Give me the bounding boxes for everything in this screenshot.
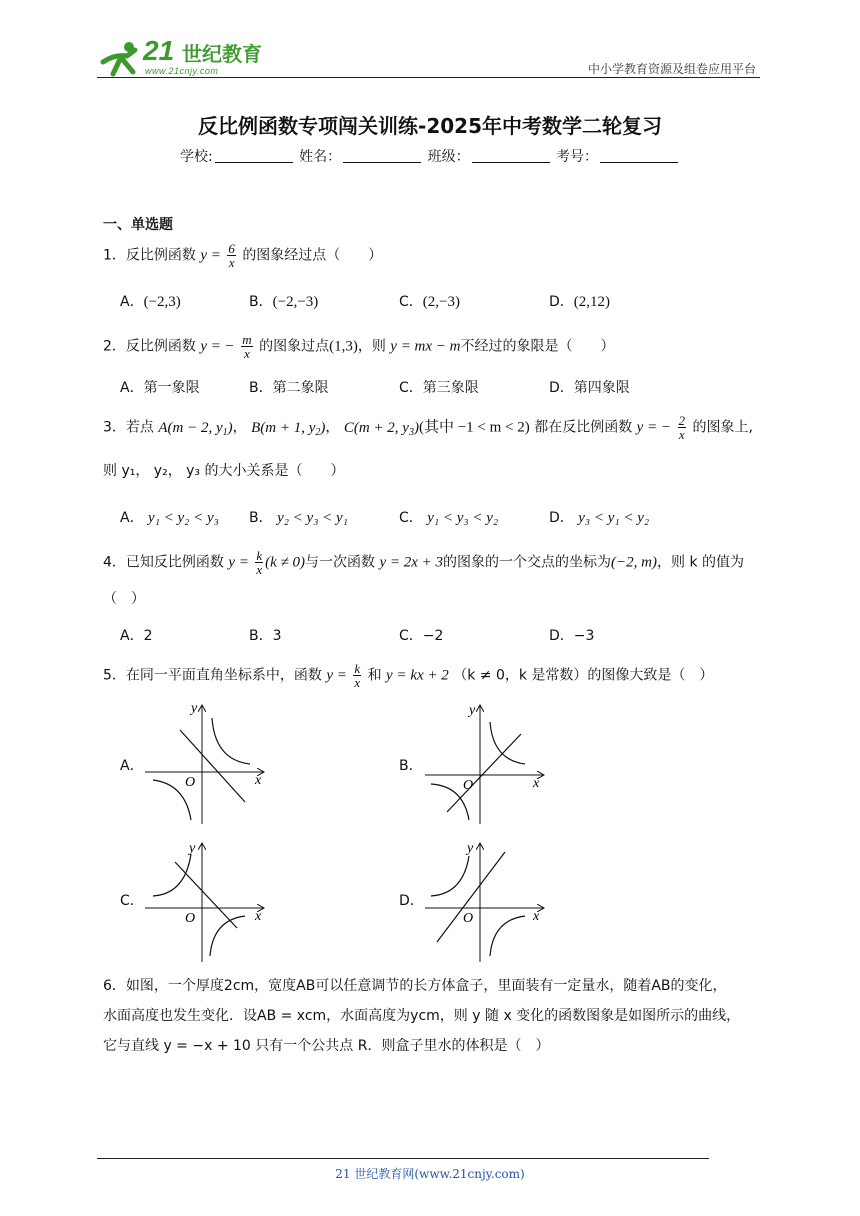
q4-expr: y =	[228, 554, 249, 571]
svg-text:O: O	[463, 778, 474, 793]
q3-option-d[interactable]: D． y₃ < y₁ < y₂	[549, 510, 650, 526]
q1-option-c[interactable]: C．(2,−3)	[399, 294, 460, 310]
q4-option-a[interactable]: A．2	[120, 628, 153, 644]
q1-option-a[interactable]: A．(−2,3)	[120, 294, 181, 310]
q5-graph-b[interactable]	[425, 700, 550, 825]
q3-option-c[interactable]: C． y₁ < y₃ < y₂	[399, 510, 499, 526]
q3-option-a[interactable]: A． y₁ < y₂ < y₃	[120, 510, 219, 526]
q2-option-a[interactable]: A．第一象限	[120, 380, 200, 396]
q2-option-d[interactable]: D．第四象限	[549, 380, 630, 396]
q4-point: (−2, m)	[611, 554, 657, 571]
q5-graph-c[interactable]	[145, 838, 270, 963]
school-blank[interactable]	[215, 150, 293, 163]
q2-mid2: ，则	[357, 338, 386, 355]
q5-option-b-label[interactable]: B．	[399, 758, 423, 774]
q2-option-b[interactable]: B．第二象限	[249, 380, 329, 396]
logo-number: 21	[143, 35, 175, 66]
q4-line-expr: y = 2x + 3	[379, 554, 444, 571]
question-2	[103, 333, 615, 360]
q1-lead: 1．反比例函数	[103, 247, 196, 264]
q4-condition: (k ≠ 0)	[265, 554, 306, 571]
q4-mid2: 的图象的一个交点的坐标为	[443, 554, 612, 571]
question-6-line3: 它与直线 y = −x + 10 只有一个公共点 R．则盒子里水的体积是（ ）	[103, 1038, 550, 1054]
question-6-line2: 水面高度也发生变化．设AB = xcm，水面高度为ycm，则 y 随 x 变化的函数图象是如图所示的曲线，	[103, 1008, 741, 1024]
q2-mid: 的图象过点	[259, 338, 330, 355]
q2-numerator: m	[242, 332, 252, 347]
q4-option-c[interactable]: C．−2	[399, 628, 444, 644]
q5-option-d-label[interactable]: D．	[399, 893, 424, 909]
q5-option-c-label[interactable]: C．	[120, 893, 144, 909]
q4-option-d[interactable]: D．−3	[549, 628, 595, 644]
q2-fraction	[241, 333, 252, 360]
q3-lead: 3．若点	[103, 419, 154, 436]
name-blank[interactable]	[343, 150, 421, 163]
q5-tail: （k ≠ 0，k 是常数）的图像大致是（ ）	[453, 667, 714, 684]
q4-tail: ，则 k 的值为	[657, 554, 745, 571]
svg-text:x: x	[255, 773, 262, 788]
logo-url: www.21cnjy.com	[145, 66, 219, 76]
school-label: 学校:	[179, 149, 213, 165]
q2-point: (1,3)	[329, 338, 358, 355]
logo-text: 世纪教育	[182, 42, 262, 66]
name-label: 姓名：	[299, 149, 342, 165]
header-divider	[97, 77, 760, 78]
class-blank[interactable]	[472, 150, 550, 163]
q5-graph-d[interactable]	[425, 838, 550, 963]
svg-text:O: O	[185, 775, 196, 790]
q4-option-b[interactable]: B．3	[249, 628, 282, 644]
svg-text:x: x	[255, 909, 262, 924]
q1-fraction	[227, 242, 236, 269]
q3-expr: y = −	[636, 419, 672, 436]
q2-line-expr: y = mx − m	[390, 338, 461, 355]
q3-line2: 则 y₁， y₂， y₃ 的大小关系是（ ）	[103, 463, 345, 479]
q1-option-d[interactable]: D．(2,12)	[549, 294, 611, 310]
q2-lead: 2．反比例函数	[103, 338, 196, 355]
q1-option-b[interactable]: B．(−2,−3)	[249, 294, 319, 310]
question-6-line1: 6．如图，一个厚度2cm，宽度AB可以任意调节的长方体盒子，里面装有一定量水，随着AB的变化，	[103, 978, 727, 994]
q3-option-b[interactable]: B． y₂ < y₃ < y₁	[249, 510, 348, 526]
svg-text:O: O	[463, 911, 474, 926]
svg-text:y: y	[189, 841, 196, 856]
q2-expr: y = −	[200, 338, 235, 355]
question-3: 3．若点 A(m − 2, $y_1$)， B(m + 1, $y_2$)， C(m + 2, $y_3$)(其中 −1 < m < 2) 都在反比例函数 y = − $\frac{2}{x}$ 的图象上,	[103, 413, 753, 442]
q3-mid: 都在反比例函数	[534, 419, 633, 436]
svg-text:y: y	[469, 703, 476, 718]
q5-expr: y =	[326, 667, 347, 684]
q5-option-a-label[interactable]: A．	[120, 758, 144, 774]
footer-link[interactable]: 21 世纪教育网(www.21cnjy.com)	[335, 1167, 525, 1181]
q4-lead: 4．已知反比例函数	[103, 554, 224, 571]
number-label: 考号：	[556, 149, 599, 165]
question-5	[103, 662, 713, 689]
q1-tail: 的图象经过点（ ）	[242, 247, 383, 264]
svg-text:y: y	[467, 841, 474, 856]
question-4	[103, 549, 763, 576]
q5-fraction: $\frac{k}{x}$	[354, 661, 361, 690]
section-heading: 一、单选题	[103, 217, 173, 233]
q5-line-expr: y = kx + 2	[386, 667, 449, 684]
q3-point-c: C(m + 2, y	[343, 419, 409, 436]
page-title: 反比例函数专项闯关训练-2025年中考数学二轮复习	[198, 114, 662, 138]
q5-mid: 和	[367, 667, 382, 684]
q5-graph-a[interactable]	[145, 700, 270, 825]
q2-option-c[interactable]: C．第三象限	[399, 380, 479, 396]
q1-denominator: x	[228, 255, 235, 270]
q2-denominator: x	[244, 346, 250, 361]
q4-line2: （ ）	[103, 591, 145, 607]
q5-lead: 5．在同一平面直角坐标系中，函数	[103, 667, 322, 684]
q3-condition: (其中 −1 < m < 2)	[418, 419, 530, 436]
q3-point-a: A(m − 2, y	[158, 419, 223, 436]
q1-numerator: 6	[228, 241, 235, 256]
q2-tail: 不经过的象限是（ ）	[460, 338, 615, 355]
student-info	[0, 146, 860, 166]
q3-fraction: $\frac{2}{x}$	[678, 413, 686, 442]
number-blank[interactable]	[600, 150, 678, 163]
q3-tail: 的图象上,	[692, 419, 753, 436]
question-1	[103, 242, 382, 269]
svg-text:y: y	[191, 701, 198, 716]
q4-fraction: $\frac{k}{x}$	[256, 548, 263, 577]
class-label: 班级：	[427, 149, 470, 165]
svg-text:x: x	[533, 909, 540, 924]
runner-logo-icon	[97, 40, 147, 78]
footer-divider	[97, 1158, 709, 1159]
q1-expr: y =	[200, 247, 221, 264]
q4-mid: 与一次函数	[305, 554, 376, 571]
site-tagline: 中小学教育资源及组卷应用平台	[587, 62, 756, 76]
q3-point-b: B(m + 1, y	[251, 419, 316, 436]
svg-text:x: x	[533, 776, 540, 791]
svg-text:O: O	[185, 911, 196, 926]
